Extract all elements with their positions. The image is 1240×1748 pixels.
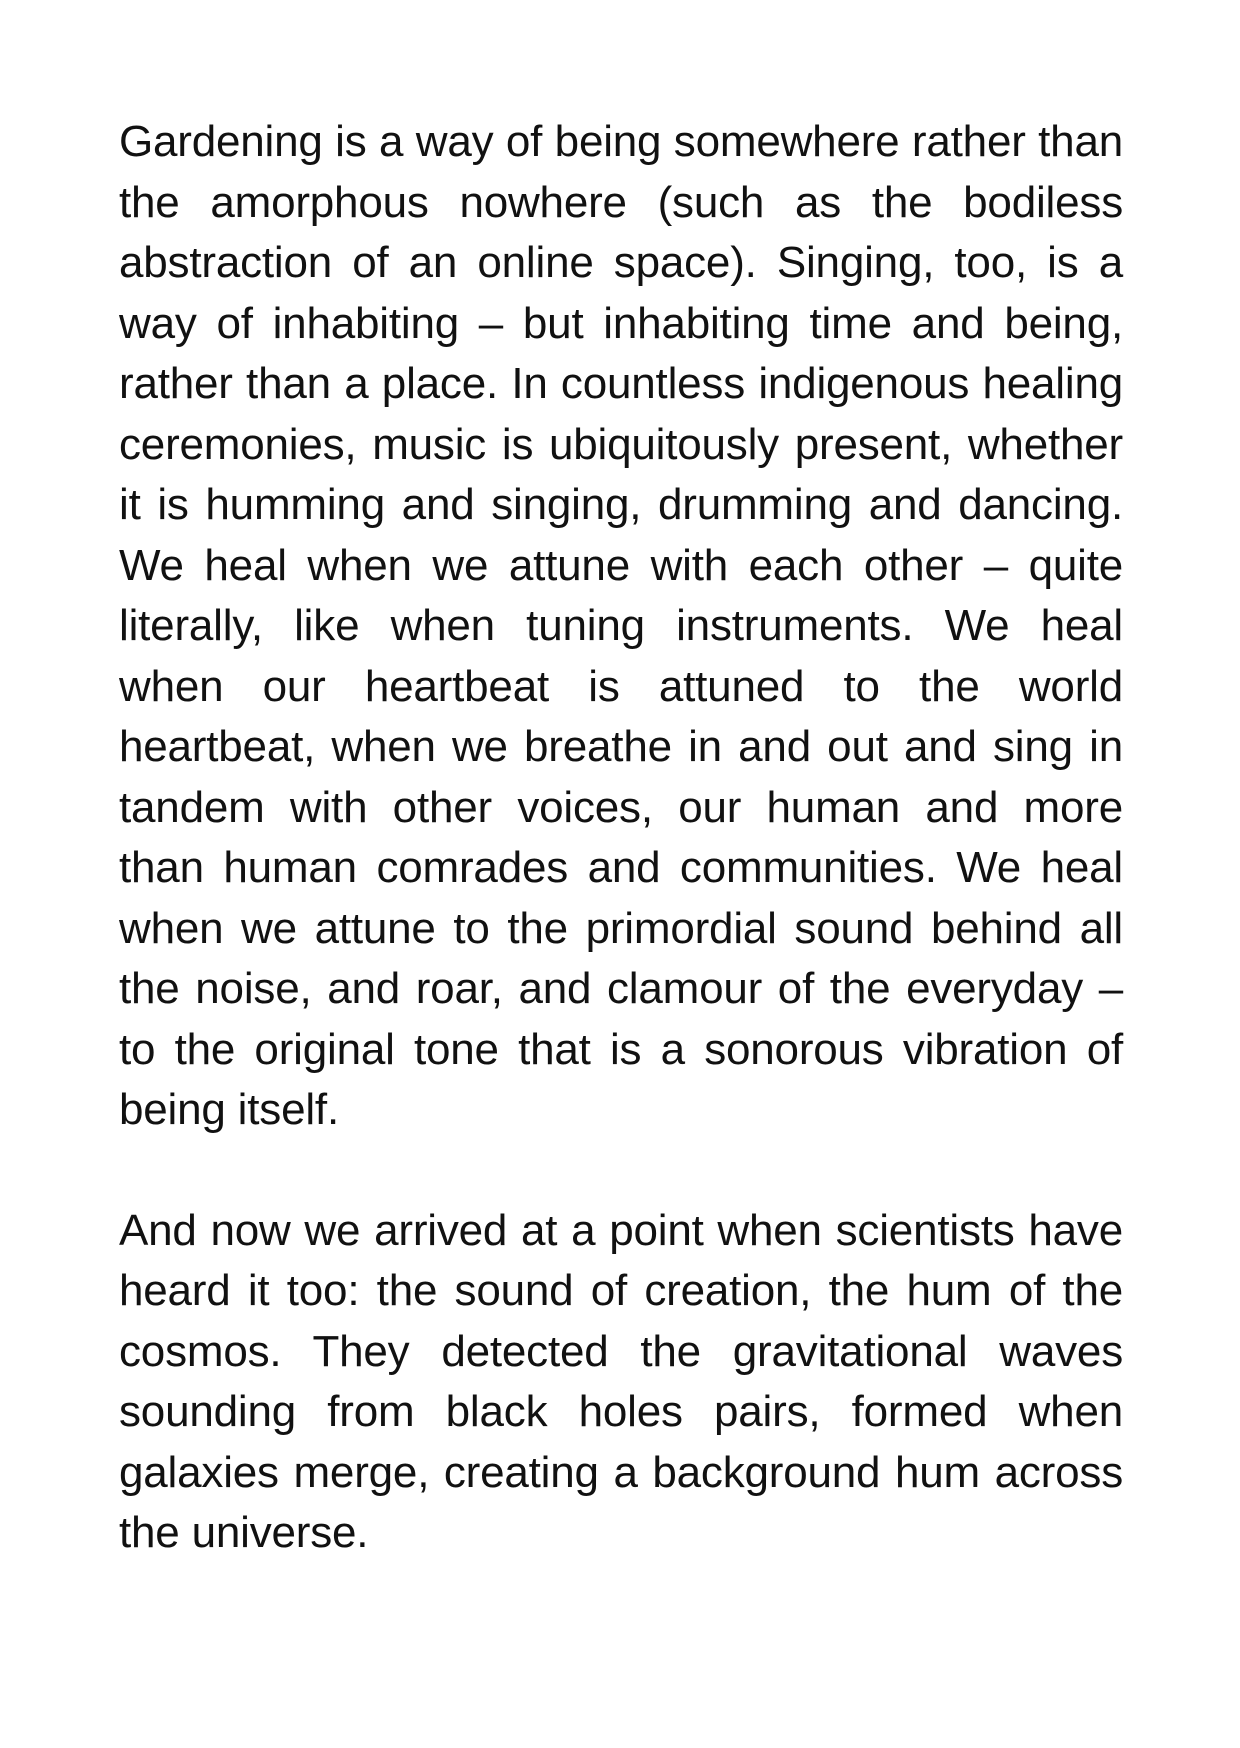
paragraph-gardening-singing: Gardening is a way of being somewhere rather than the amorphous nowhere (such as the bodiless abstraction of an online space). Singing, too, is a way of inhabiting – but inhabiting time and being, rather than a place. In countless indigenous healing ceremonies, music is ubiquitously present, whether it is humming and singing, drumming and dancing. We heal when we attune with each other – quite literally, like when tuning instruments. We heal when our heartbeat is attuned to the world heartbeat, when we breathe in and out and sing in tandem with other voices, our human and more than human comrades and communities. We heal when we attune to the primordial sound behind all the noise, and roar, and clamour of the everyday – to the original tone that is a sonorous vibration of being itself.	[119, 117, 1123, 1134]
document-page	[119, 112, 1123, 1564]
paragraph-cosmic-hum: And now we arrived at a point when scientists have heard it too: the sound of creation, the hum of the cosmos. They detected the gravitational waves sounding from black holes pairs, formed when galaxies merge, creating a background hum across the universe.	[119, 1205, 1123, 1557]
